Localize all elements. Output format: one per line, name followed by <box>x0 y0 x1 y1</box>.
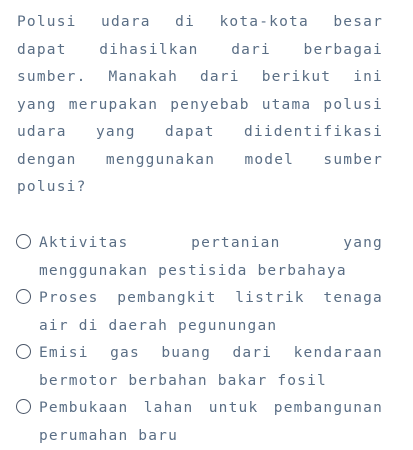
option-a-label[interactable]: Aktivitas pertanian yang menggunakan pestisida berbahaya <box>39 235 383 279</box>
option-b[interactable] <box>16 285 384 339</box>
option-c[interactable] <box>16 340 384 394</box>
option-b-label[interactable]: Proses pembangkit listrik tenaga air di daerah pegunungan <box>39 290 383 334</box>
option-b-radio[interactable] <box>16 289 31 304</box>
option-d[interactable] <box>16 395 384 449</box>
option-c-radio[interactable] <box>16 344 31 359</box>
option-d-radio[interactable] <box>16 399 31 414</box>
option-c-label[interactable]: Emisi gas buang dari kendaraan bermotor berbahan bakar fosil <box>39 345 383 389</box>
option-a[interactable] <box>16 230 384 284</box>
question-text: Polusi udara di kota-kota besar dapat dihasilkan dari berbagai sumber. Manakah dari berikut ini yang merupakan penyebab utama polusi udara yang dapat diidentifikasi dengan menggunakan model sumber polusi? <box>17 14 383 195</box>
option-d-label[interactable]: Pembukaan lahan untuk pembangunan perumahan baru <box>39 400 383 444</box>
option-a-radio[interactable] <box>16 234 31 249</box>
